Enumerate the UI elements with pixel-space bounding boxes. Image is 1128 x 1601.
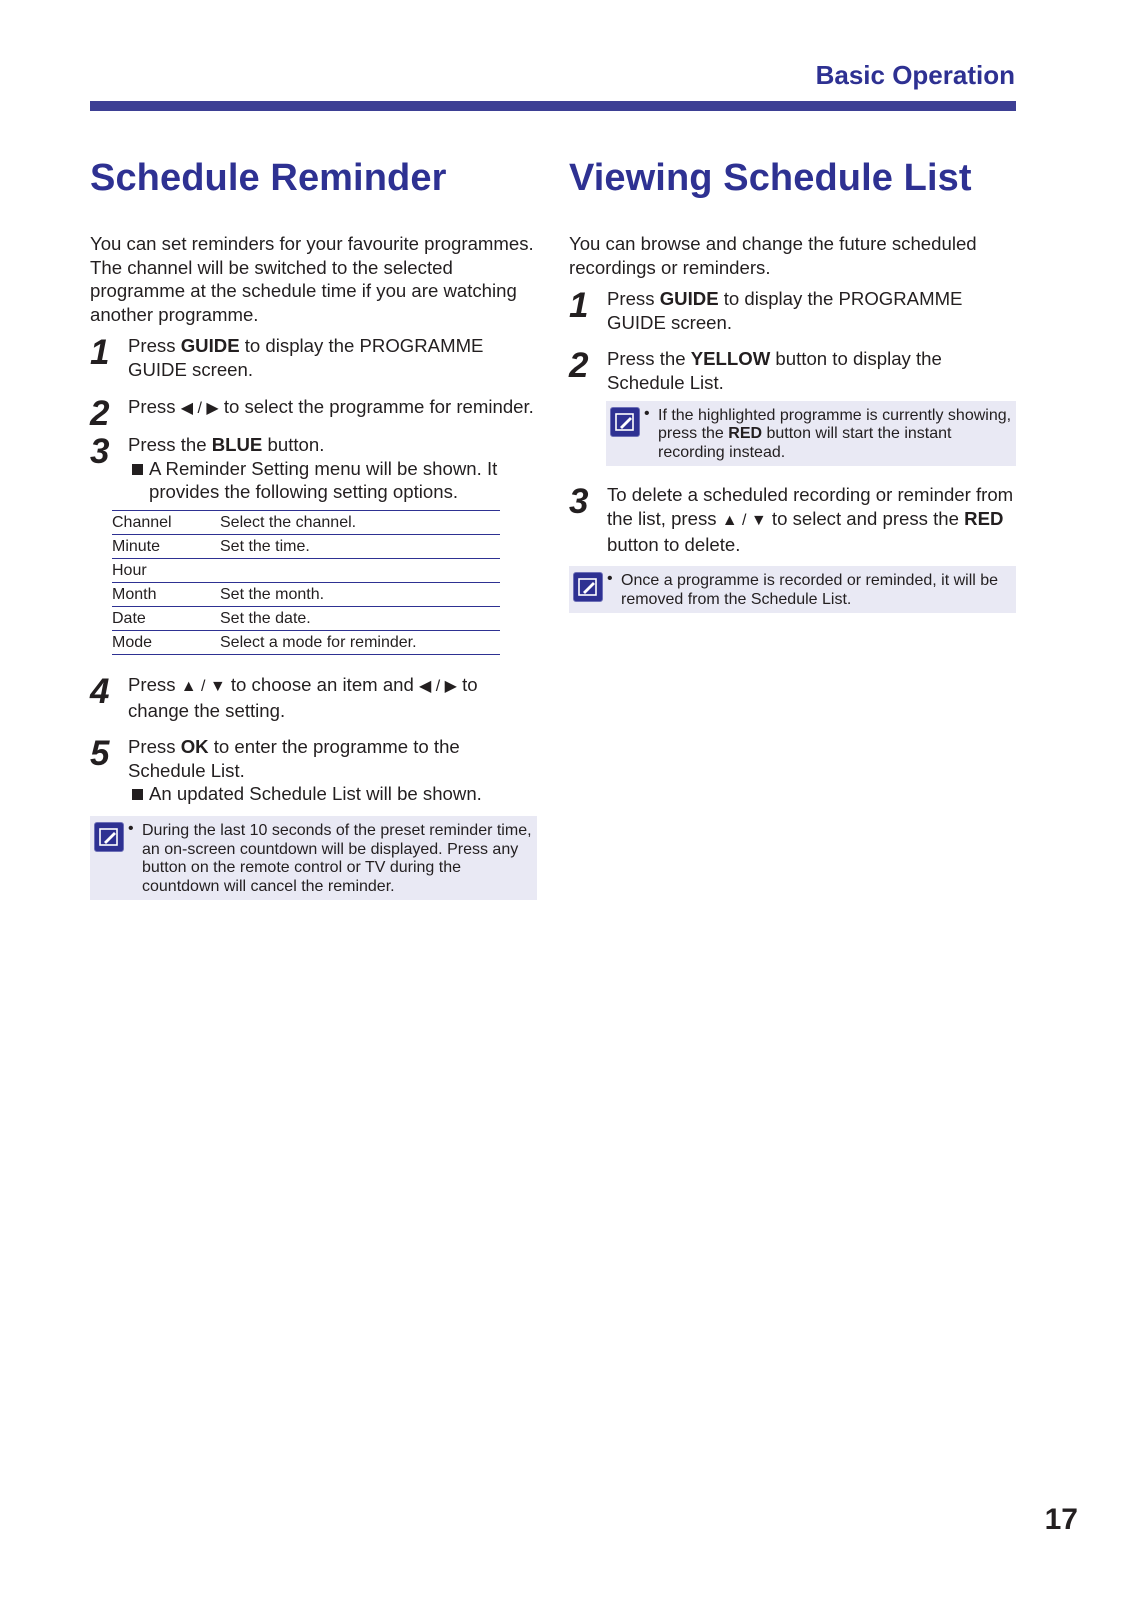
step-5: 5 Press OK to enter the programme to the Schedule List. An updated Schedule List will be shown. [90,735,537,806]
section-title: Viewing Schedule List [569,157,972,199]
square-bullet-icon [132,789,143,800]
section-title: Schedule Reminder [90,157,447,199]
step-5-detail: An updated Schedule List will be shown. [128,782,537,806]
left-right-arrows-icon: ◀ / ▶ [419,677,457,695]
step-2: 2 Press the YELLOW button to display the Schedule List. [569,346,942,393]
section-label: Basic Operation [815,60,1015,90]
key-red: RED [964,507,1004,529]
note-box: • During the last 10 seconds of the preset reminder time, an on-screen countdown will be displayed. Press any button on the remote control or TV during the countdown will cancel the reminder. [90,816,537,900]
step-number: 3 [569,482,589,522]
step-number: 3 [90,432,110,472]
table-row: Mode Select a mode for reminder. [112,630,500,654]
schedule-reminder-column [90,150,537,900]
key-guide: GUIDE [659,288,719,310]
step-4: 4 Press ▲ / ▼ to choose an item and ◀ / ▶ to change the setting. [90,671,478,721]
step-3: 3 To delete a scheduled recording or reminder from the list, press ▲ / ▼ to select and press the RED button to delete. [569,482,1014,555]
square-bullet-icon [132,464,143,475]
key-guide: GUIDE [180,335,240,357]
key-yellow: YELLOW [690,348,771,370]
table-row: Date Set the date. [112,606,500,630]
note-box: • Once a programme is recorded or reminded, it will be removed from the Schedule List. [569,566,1016,613]
step-number: 2 [569,346,589,386]
intro-text: You can set reminders for your favourite programmes. The channel will be switched to the selected programme at the schedule time if you are watching another programme. [90,233,534,325]
step-number: 2 [90,393,110,433]
step-number: 1 [90,333,110,373]
table-row: Channel Select the channel. [112,510,500,534]
note-pencil-icon [573,572,603,602]
left-right-arrows-icon: ◀ / ▶ [180,399,219,417]
step-number: 1 [569,286,589,326]
table-row: Hour [112,558,500,582]
bullet-icon: • [128,819,134,837]
step-3-detail: A Reminder Setting menu will be shown. It provides the following setting options. [128,457,537,504]
key-ok: OK [180,736,209,758]
step-number: 4 [90,671,110,711]
step-3: 3 Press the BLUE button. A Reminder Setting menu will be shown. It provides the following setting options. [90,433,537,504]
up-down-arrows-icon: ▲ / ▼ [180,677,226,695]
settings-table [112,510,500,655]
note-pencil-icon [610,407,640,437]
step-number: 5 [90,734,110,774]
page-number: 17 [1044,1503,1078,1536]
table-row: Month Set the month. [112,582,500,606]
header-rule [90,101,1016,111]
step-2: 2 Press ◀ / ▶ to select the programme for reminder. [90,393,534,433]
up-down-arrows-icon: ▲ / ▼ [721,511,767,529]
step-1: 1 Press GUIDE to display the PROGRAMME GUIDE screen. [569,286,963,333]
intro-text: You can browse and change the future scheduled recordings or reminders. [569,233,977,278]
note-pencil-icon [94,822,124,852]
note-box: • If the highlighted programme is currently showing, press the RED button will start the instant recording instead. [606,401,1016,467]
bullet-icon: • [607,570,613,588]
bullet-icon: • [644,404,650,422]
key-blue: BLUE [211,434,263,456]
table-row: Minute Set the time. [112,534,500,558]
step-1: 1 Press GUIDE to display the PROGRAMME GUIDE screen. [90,333,484,380]
viewing-schedule-list-column [569,150,1016,613]
